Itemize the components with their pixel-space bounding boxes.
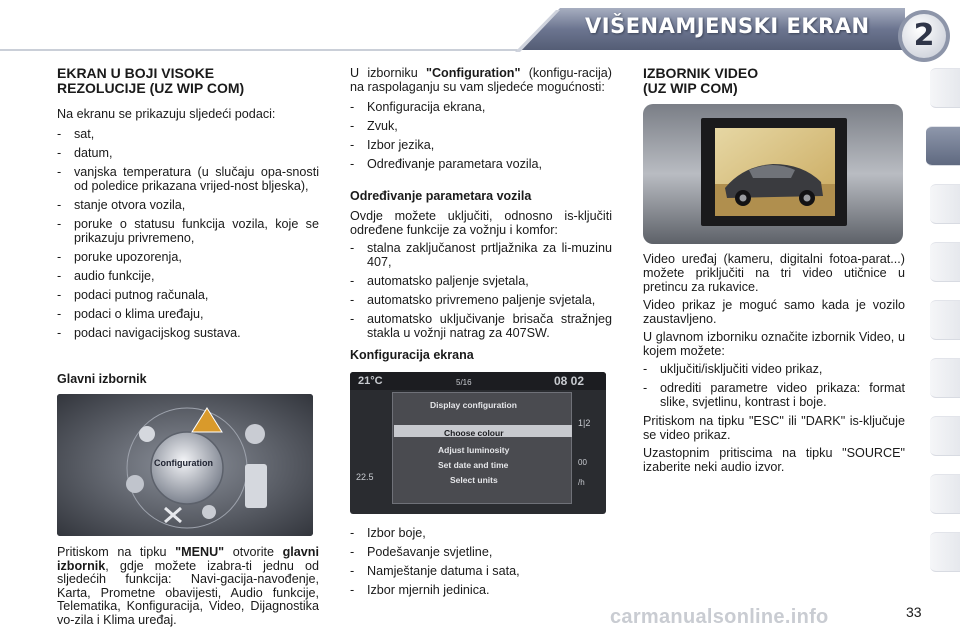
screen-clock: 08 02 [554, 374, 585, 388]
video-screen-photo [643, 104, 903, 244]
video-esc-text: Pritiskom na tipku "ESC" ili "DARK" is-ključuje se video prikaz. [643, 414, 905, 442]
screen-option-select-units[interactable]: Select units [450, 475, 498, 485]
section-heading-color-screen [57, 66, 319, 96]
list-item: - stalna zaključanost prtljažnika za li-muzinu 407, [350, 241, 612, 269]
chapter-tab-4[interactable] [930, 242, 960, 282]
screen-side-right-bot: /h [578, 478, 585, 487]
configuration-options-list [350, 100, 612, 171]
main-menu-heading: Glavni izbornik [57, 372, 147, 386]
video-display-illustration [643, 104, 903, 244]
list-item: - podaci navigacijskog sustava. [57, 326, 319, 340]
screen-menu-title: Display configuration [430, 400, 517, 410]
chapter-number: 2 [913, 18, 935, 53]
main-menu-screen-photo [57, 394, 313, 536]
list-item: - Konfiguracija ekrana, [350, 100, 612, 114]
configuration-intro [350, 66, 612, 94]
chapter-tab-8[interactable] [930, 474, 960, 514]
menu-key-label: "MENU" [175, 545, 225, 559]
menu-configuration-label: Configuration [154, 458, 213, 468]
video-options-list [643, 362, 905, 409]
vehicle-params-list [350, 241, 612, 340]
list-item: - Namještanje datuma i sata, [350, 564, 612, 578]
screen-side-right-top: 1|2 [578, 418, 591, 428]
chapter-tab-5[interactable] [930, 300, 960, 340]
main-menu-term: glavni izbornik [57, 545, 319, 573]
main-menu-description [57, 546, 319, 627]
chapter-tab-6[interactable] [930, 358, 960, 398]
vehicle-params-heading: Određivanje parametara vozila [350, 189, 532, 203]
video-intro-text: Video uređaj (kameru, digitalni fotoa-parat...) možete priključiti na tri video utičnice u pretincu za rukavice. [643, 252, 905, 294]
page-number: 33 [906, 604, 922, 620]
chapter-tab-7[interactable] [930, 416, 960, 456]
page-title: VIŠENAMJENSKI EKRAN [585, 14, 870, 38]
list-item: - audio funkcije, [57, 269, 319, 283]
screen-config-list [350, 526, 612, 597]
video-stationary-text: Video prikaz je moguć samo kada je vozilo zaustavljeno. [643, 298, 905, 326]
watermark: carmanualsonline.info [610, 606, 829, 628]
screen-track: 5/16 [456, 378, 472, 387]
intro-text: Na ekranu se prikazuju sljedeći podaci: [57, 107, 276, 121]
display-configuration-screen-photo [350, 372, 606, 514]
chapter-tab-1[interactable] [930, 68, 960, 108]
list-item: - Izbor boje, [350, 526, 612, 540]
list-item: - vanjska temperatura (u slučaju opa-snosti od poledice prikazana vrijed-nost bljeska), [57, 165, 319, 193]
chapter-tabs [926, 68, 960, 588]
list-item: - Određivanje parametara vozila, [350, 157, 612, 171]
heading-line-2: (UZ WIP COM) [643, 80, 738, 96]
screen-option-set-date-time[interactable]: Set date and time [438, 460, 509, 470]
list-item: - poruke upozorenja, [57, 250, 319, 264]
text-run: otvorite [224, 545, 283, 559]
screen-option-adjust-luminosity[interactable]: Adjust luminosity [438, 445, 510, 455]
list-item: - odrediti parametre video prikaza: format slike, svjetlinu, kontrast i boje. [643, 381, 905, 409]
text-run: (konfigu-racija) na raspolaganju su vam sljedeće mogućnosti: [350, 66, 612, 94]
section-heading-video [643, 66, 905, 96]
list-item: - podaci o klima uređaju, [57, 307, 319, 321]
list-item: - stanje otvora vozila, [57, 198, 319, 212]
chapter-tab-9[interactable] [930, 532, 960, 572]
list-item: - sat, [57, 127, 319, 141]
video-source-text: Uzastopnim pritiscima na tipku "SOURCE" izaberite neki audio izvor. [643, 446, 905, 474]
screen-side-right-mid: 00 [578, 458, 587, 467]
screen-side-left-bot: 22.5 [356, 472, 374, 482]
text-run: U izborniku [350, 66, 426, 80]
list-item: - Podešavanje svjetline, [350, 545, 612, 559]
heading-line-1: IZBORNIK VIDEO [643, 65, 759, 81]
chapter-tab-3[interactable] [930, 184, 960, 224]
configuration-key-label: "Configuration" [425, 66, 521, 80]
list-item: - automatsko paljenje svjetala, [350, 274, 612, 288]
column-configuration [350, 66, 612, 602]
list-item: - Zvuk, [350, 119, 612, 133]
text-run: , gdje možete izabra-ti jednu od sljedećih funkcija: Navi-gacija-navođenje, Karta, Prometne obavijesti, Audio funkcije, Telematika, Konfiguracija, Video, Dijagnostika vo-zila i Klima uređaj. [57, 558, 319, 627]
text-run: Pritiskom na tipku [57, 545, 176, 559]
list-item: - automatsko privremeno paljenje svjetala, [350, 293, 612, 307]
list-item: - datum, [57, 146, 319, 160]
list-item: - Izbor mjernih jedinica. [350, 583, 612, 597]
heading-line-1: EKRAN U BOJI VISOKE [57, 65, 215, 81]
list-item: - uključiti/isključiti video prikaz, [643, 362, 905, 376]
list-item: - poruke o statusu funkcija vozila, koje se prikazuju privremeno, [57, 217, 319, 245]
list-item: - automatsko uključivanje brisača stražnjeg stakla u vožnji natrag za 407SW. [350, 312, 612, 340]
list-item: - Izbor jezika, [350, 138, 612, 152]
screen-option-choose-colour[interactable]: Choose colour [444, 428, 504, 438]
video-menu-text: U glavnom izborniku označite izbornik Video, u kojem možete: [643, 330, 905, 358]
column-display-info [57, 66, 319, 631]
display-data-list [57, 127, 319, 340]
column-video-menu [643, 66, 905, 478]
heading-line-2: REZOLUCIJE (UZ WIP COM) [57, 80, 245, 96]
list-item: - podaci putnog računala, [57, 288, 319, 302]
screen-temperature: 21°C [358, 375, 383, 387]
vehicle-params-text: Ovdje možete uključiti, odnosno is-ključiti određene funkcije za vožnju i komfor: [350, 209, 612, 237]
screen-config-heading: Konfiguracija ekrana [350, 348, 474, 362]
page-header [0, 0, 960, 62]
chapter-tab-2-active[interactable] [926, 126, 960, 166]
